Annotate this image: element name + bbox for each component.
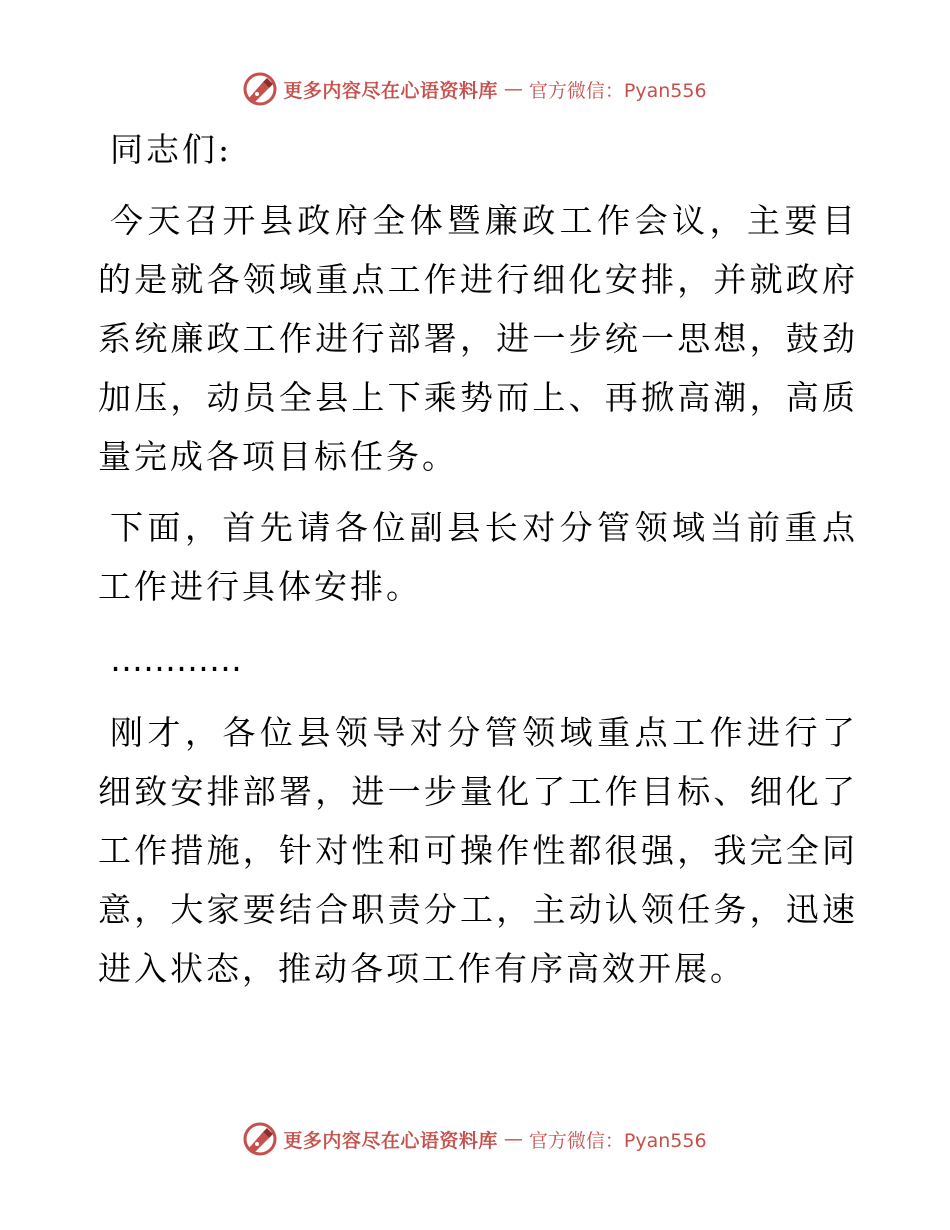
banner-wechat: 官方微信：Pyan556 xyxy=(528,79,707,102)
footer-banner xyxy=(0,1122,950,1156)
footer-banner-title: 更多内容尽在心语资料库 xyxy=(283,1129,498,1152)
pen-nib-logo-icon xyxy=(243,72,277,106)
paragraph-arrangement: 下面，首先请各位副县长对分管领域当前重点工作进行具体安排。 xyxy=(98,508,858,606)
banner-title: 更多内容尽在心语资料库 xyxy=(283,79,498,102)
greeting: 同志们: xyxy=(110,130,233,169)
document-body xyxy=(98,120,858,998)
footer-banner-wechat: 官方微信：Pyan556 xyxy=(528,1129,707,1152)
footer-banner-separator: — xyxy=(503,1128,523,1150)
paragraph-ellipsis: ………… xyxy=(110,640,242,679)
paragraph-summary: 刚才，各位县领导对分管领域重点工作进行了细致安排部署，进一步量化了工作目标、细化了工作措施，针对性和可操作性都很强，我完全同意，大家要结合职责分工，主动认领任务，迅速进入状态，推动各项工作有序高效开展。 xyxy=(98,713,858,988)
header-banner xyxy=(0,72,950,106)
pen-nib-logo-icon xyxy=(243,1122,277,1156)
paragraph-opening: 今天召开县政府全体暨廉政工作会议，主要目的是就各领域重点工作进行细化安排，并就政府系统廉政工作进行部署，进一步统一思想，鼓劲加压，动员全县上下乘势而上、再掀高潮，高质量完成各项目标任务。 xyxy=(98,201,858,476)
banner-separator: — xyxy=(503,78,523,100)
